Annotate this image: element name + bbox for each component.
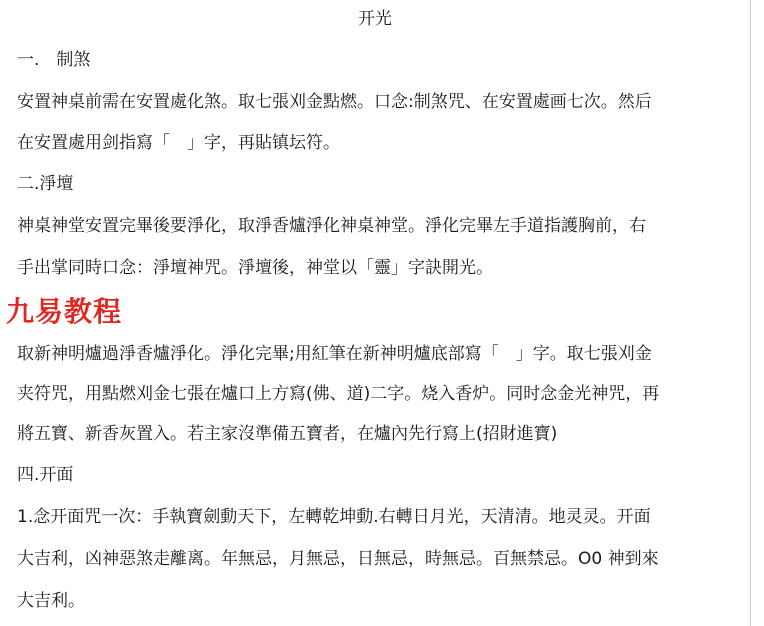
paragraph-line: 神桌神堂安置完畢後要淨化，取淨香爐淨化神桌神堂。淨化完畢左手道指護胸前，右 [17, 216, 646, 236]
paragraph-line: 1.念开面咒一次：手執寶劍動天下，左轉乾坤動.右轉日月光，天清清。地灵灵。开面 [17, 507, 651, 527]
paragraph-line: 手出掌同時口念：淨壇神咒。淨壇後，神堂以「靈」字訣開光。 [17, 258, 493, 278]
heading-kaimian: 四.开面 [17, 465, 74, 485]
paragraph-line: 將五寶、新香灰置入。若主家沒準備五寶者，在爐內先行寫上(招財進寶) [17, 424, 558, 444]
paragraph-line: 大吉利。 [17, 591, 85, 611]
heading-zhisha: 一. 制煞 [17, 50, 91, 70]
paragraph-line: 大吉利，凶神惡煞走離离。年無忌，月無忌，日無忌，時無忌。百無禁忌。O0 神到來 [17, 549, 659, 569]
watermark-logo: 九易教程 [6, 295, 123, 328]
page-edge [750, 0, 751, 626]
page-title: 开光 [358, 9, 392, 29]
heading-jingtan: 二.淨壇 [17, 174, 74, 194]
paragraph-line: 夹符咒，用點燃刈金七張在爐口上方寫(佛、道)二字。烧入香炉。同时念金光神咒，再 [17, 384, 660, 404]
paragraph-line: 取新神明爐過淨香爐淨化。淨化完畢;用紅筆在新神明爐底部寫「 」字。取七張刈金 [17, 344, 652, 364]
paragraph-line: 安置神桌前需在安置處化煞。取七張刈金點燃。口念:制煞咒、在安置處画七次。然后 [17, 92, 652, 112]
paragraph-line: 在安置處用剑指寫「 」字，再貼镇坛符。 [17, 133, 340, 153]
